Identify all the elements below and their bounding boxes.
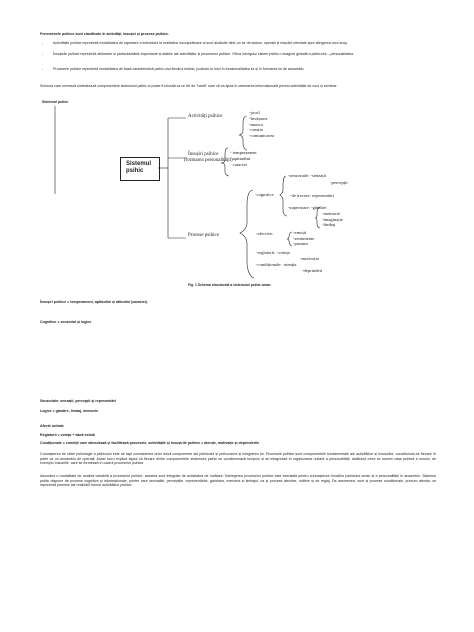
afective-list xyxy=(293,230,314,247)
superioare-item: -imaginație xyxy=(322,216,343,222)
bullet-traits: Însușirile psihice reprezintă atributele și particularitățile importante și stabile ale activităților și proceselor psihice. Ofera întregului sistem psihic o imagine globală a psihicului – personalitatea. xyxy=(53,52,355,56)
activities-list xyxy=(249,110,274,139)
conditionale-label: -condiționale: -atenția xyxy=(256,262,297,267)
note-logic: Logice = gândire, limbaj, memorie xyxy=(40,409,99,413)
diagram-corner-label: Sistemul psihic xyxy=(42,100,69,104)
processes-brace xyxy=(240,190,254,278)
cognitive-brace xyxy=(280,176,287,216)
bullet-marker: - xyxy=(42,67,44,71)
reglatorii-label: -reglatorii: -voința xyxy=(256,250,290,255)
superioare-brace xyxy=(315,207,320,228)
superioare-label: -superioare: -gândire xyxy=(288,205,327,210)
center-label-line1: Sistemul xyxy=(126,161,152,167)
superioare-list xyxy=(322,211,343,228)
branch-traits: Însușiri psihice xyxy=(188,152,219,157)
paragraph: Asumând o modalitate de analiză variabilă a proceselor psihice, acestea sunt integrate de activitatea de învățare. Înțelegerea proceselor psihice este esențială pentru cunoașterea funcțiilor psihicului uman și a personalității în ansamblu. Sistemul psihic dispune de procese cognitive și informaționale, printre care senzațiile, percepțiile, reprezentările, gândirea, memoria și limbajul, ca și procese afective, volitive și de reglaj. De asemenea, sunt și procese condiționale, precum atenția, ce reprezintă premise ale realizării tuturor activităților psihice. xyxy=(40,474,436,488)
note-cognitive: Cognitive = senzorial și logice xyxy=(40,320,92,324)
afective-item: -pasiuni xyxy=(293,241,308,247)
trait-item: - aptitudini xyxy=(230,156,251,162)
affect-heading: Afecte unitate xyxy=(40,424,64,428)
trait-item: - caracter xyxy=(230,162,248,168)
activity-item: -munca xyxy=(249,121,263,127)
bullet-marker: - xyxy=(42,41,44,45)
reglatorii-line: Reglatorii = voința + dacă există xyxy=(40,433,95,437)
afective-label: -afective: xyxy=(256,231,274,236)
paragraph: Cunoașterea de către psihologie a psihicului este de fapt cunoașterea celor două componente ale psihicului și prelucrarea și integrarea lor. Procesele psihice sunt componentele fundamentale ale activităților și însușirilor, constituindu-se fiecare în parte ca un ansamblu de operații. Acest lucru explică faptul că fiecare dintre componentele sistemului psihic se condiționează reciproc și se integrează în organizarea unitară a personalității, alcătuind ceea ce numim viața psihică a omului, de exemplu însușirile, care se formează în cadrul proceselor psihice. xyxy=(40,452,436,466)
activities-brace xyxy=(239,116,247,150)
intro-text: Fenomenele psihice sunt clasificate în activități, însușiri și procese psihice. xyxy=(40,32,170,36)
superioare-item: -memorie xyxy=(322,211,340,216)
bullet-marker: - xyxy=(42,52,44,56)
center-label-line2: psihic xyxy=(126,168,144,174)
trecere-label: -de trecere: reprezentări xyxy=(290,193,334,198)
bullet-processes: Procesele psihice reprezintă modalitatea de bază caracteristică psihic-ului fiecărui individ, jucându-și rolul în funcționalitatea lui și în formarea lui de ansamblu. xyxy=(53,67,305,71)
conditionale-line: Condiționale = condiții care stimulează și facilitează procesele, activitățile și însușirile psihice = atenție, motivație și deprinderile xyxy=(40,441,260,445)
trait-item: - temperament xyxy=(230,150,257,155)
afective-item: -sentimente xyxy=(293,235,315,241)
senzoriale-label: -senzoriale: -senzații xyxy=(288,173,327,178)
note-traits: Însușiri psihice = temperament, aptitudini și atitudini (caracter) xyxy=(40,300,148,304)
schema-intro: Schema care urmează sintetizează componentele sistemului psihic și poate fi folosită ca un fel de "hartă" care vă va ajuta în orientarea informațională privind activitățile de curs și seminar. xyxy=(40,84,338,88)
deprinderi-label: -deprinderi xyxy=(302,268,323,273)
activity-item: -creația xyxy=(249,127,263,133)
traits-list xyxy=(230,150,257,169)
bullet-activities: Activitățile psihice reprezintă modalitatea de raportare a individului la realitatea înconjurătoare și sunt alcătuite dintr-un șir de acțiuni, operații și mișcări orientate spre atingerea unui scop. xyxy=(53,41,349,45)
afective-brace xyxy=(287,232,292,246)
branch-processes: Procese psihice xyxy=(188,233,219,238)
note-sensory: Senzoriale: senzații, percepții și reprezentări xyxy=(40,399,116,403)
branch-traits-sub: (formarea personalității) xyxy=(184,158,233,163)
activity-item: -învățarea xyxy=(249,115,268,121)
afective-item: -emoții xyxy=(293,230,307,235)
activity-item: -comunicarea xyxy=(249,133,274,139)
perceptii-label: -percepții xyxy=(330,180,348,185)
superioare-item: -limbaj xyxy=(322,222,336,228)
motivatia-label: -motivația xyxy=(300,256,319,261)
activity-item: -jocul xyxy=(249,110,260,115)
branch-activities: Activități psihice xyxy=(188,114,223,119)
figure-caption: Fig. 1 Schema structurală a sistemului psihic uman xyxy=(188,283,271,287)
cognitive-label: -cognitive xyxy=(255,192,274,197)
